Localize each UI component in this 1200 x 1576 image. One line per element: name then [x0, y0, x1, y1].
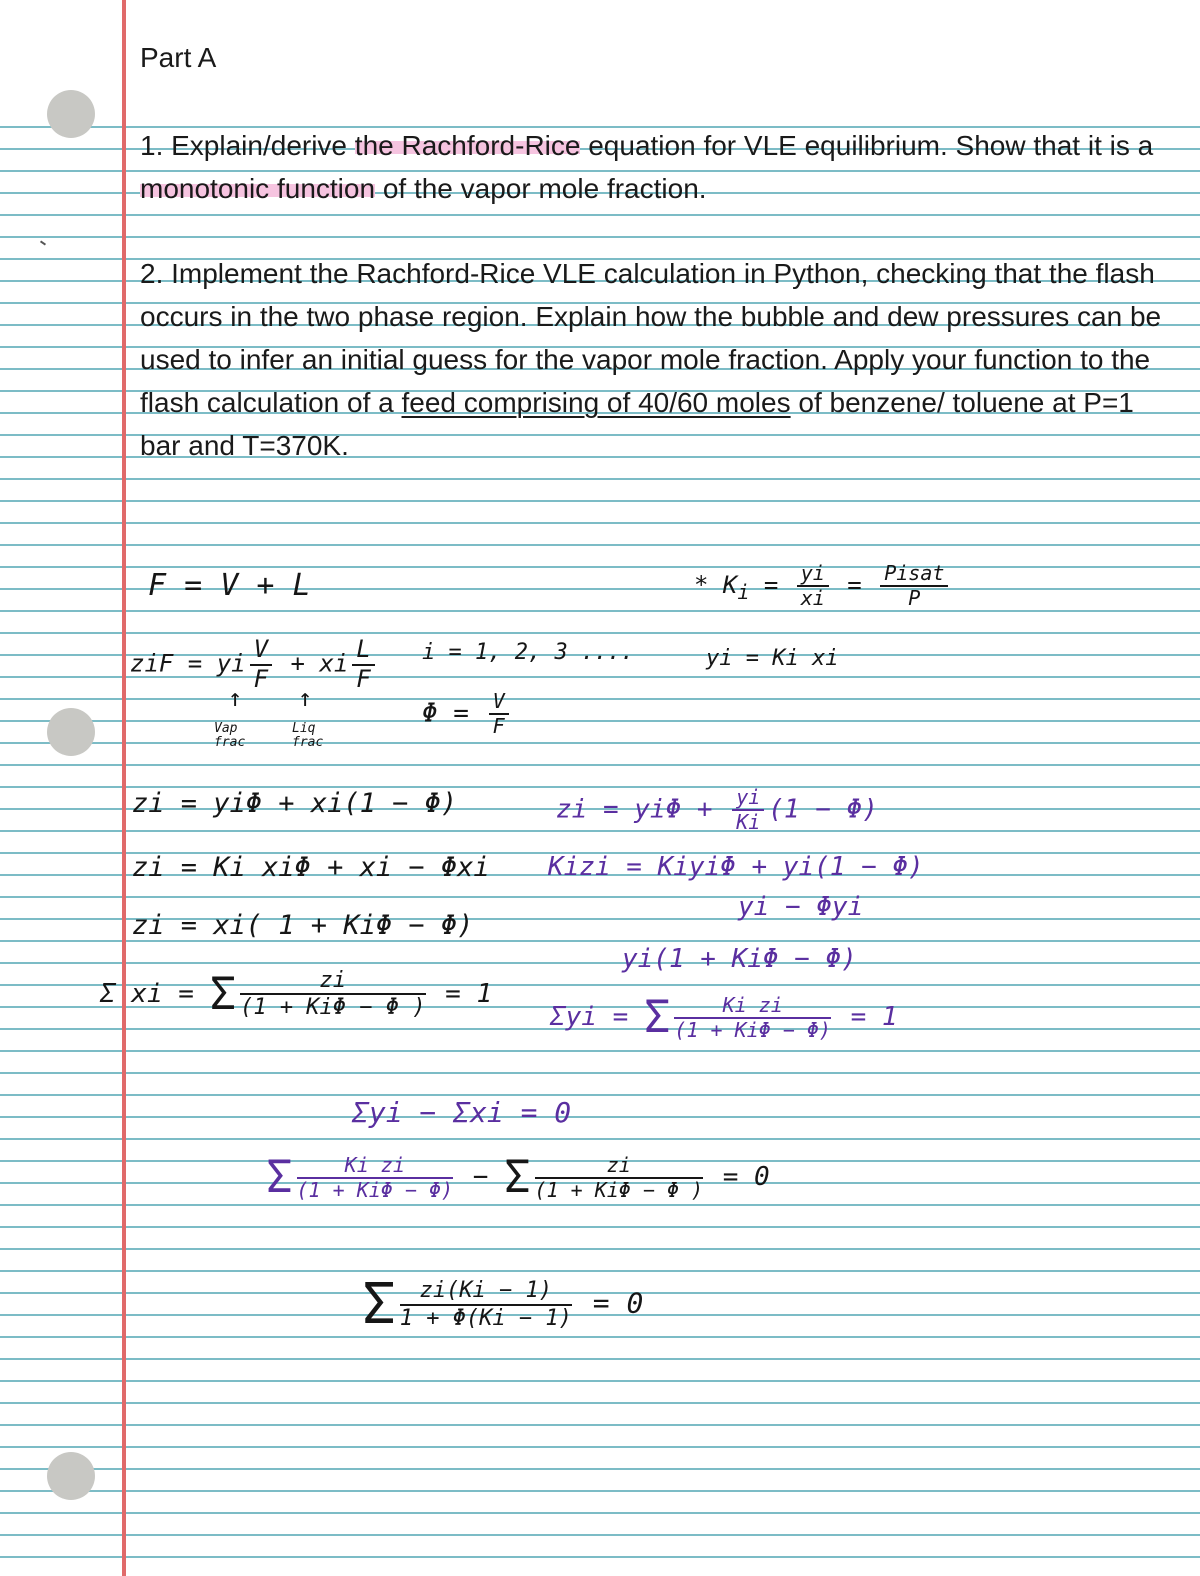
sum-y-denominator: (1 + KiΦ − Φ): [674, 1017, 831, 1042]
component-balance: [130, 636, 379, 693]
k-value-saturation-pressure: Pisat: [880, 562, 948, 587]
combined-fraction-2: [535, 1154, 704, 1202]
sum-x-lhs: Σ xi =: [100, 978, 210, 1009]
purple-equation-1-rhs: (1 − Φ): [768, 794, 878, 825]
stray-mark: [40, 240, 46, 245]
punch-hole-middle: [47, 708, 95, 756]
sum-y-numerator: Ki zi: [674, 994, 831, 1019]
question-1-text-middle: equation for VLE equilibrium. Show that it is a: [580, 130, 1154, 161]
purple-equation-1-numerator: yi: [732, 786, 764, 811]
combined-numerator-2: zi: [535, 1154, 704, 1179]
equation-2: zi = Ki xiΦ + xi − Φxi: [132, 852, 490, 883]
sum-x-denominator: (1 + KiΦ − Φ ): [240, 995, 426, 1021]
phi-numerator: V: [489, 690, 509, 715]
k-value-ratio-denominator: xi: [800, 586, 825, 610]
purple-equation-2: Kizi = KiyiΦ + yi(1 − Φ): [548, 852, 924, 882]
question-1-text-end: of the vapor mole fraction.: [375, 173, 707, 204]
purple-equation-4: yi(1 + KiΦ − Φ): [622, 944, 857, 974]
purple-equation-1-denominator: Ki: [736, 810, 761, 834]
component-balance-lhs: ziF = yi: [130, 649, 246, 678]
rachford-rice-denominator: 1 + Φ(Ki − 1): [399, 1305, 572, 1331]
rachford-rice-rhs: = 0: [575, 1286, 644, 1320]
k-value-equals: =: [749, 571, 793, 599]
sum-x-fraction: [240, 968, 425, 1021]
question-1-text-start: 1. Explain/derive: [140, 130, 355, 161]
phi-definition: [422, 690, 513, 738]
vapor-fraction-label: Vap frac: [214, 721, 246, 750]
combined-denominator-1: (1 + KiΦ − Φ): [296, 1177, 454, 1202]
liquid-fraction-label: Liq frac: [292, 721, 324, 750]
combined-numerator-1: Ki zi: [297, 1154, 454, 1179]
combined-fraction-1: [297, 1154, 454, 1202]
rachford-rice-numerator: zi(Ki − 1): [400, 1278, 572, 1305]
vapor-fraction-numerator: V: [250, 636, 272, 666]
equation-1: zi = yiΦ + xi(1 − Φ): [132, 788, 458, 819]
phi-denominator: F: [492, 714, 505, 738]
sum-y-fraction: [674, 994, 831, 1042]
y-equals-kx: yi = Ki xi: [706, 646, 839, 671]
purple-equation-1-fraction: [732, 786, 764, 834]
combined-minus: −: [457, 1162, 505, 1192]
sum-y-rhs: = 1: [834, 1002, 898, 1032]
underlined-feed-composition: feed comprising of 40/60 moles: [401, 387, 791, 418]
purple-equation-1-lhs: zi = yiΦ +: [556, 794, 729, 825]
k-value-ratio-numerator: yi: [797, 562, 829, 587]
k-value-symbol: * K: [694, 571, 738, 599]
combined-sigma-1: Σ: [266, 1152, 293, 1203]
question-2-text-start: 2. Implement the Rachford-Rice VLE calculation in Python, checking that the flash occurs in the two phase region. Explain how the bubble and dew pressures can be used to infer an initial guess for the vapor mole fraction. Apply your function to the flash calculation of a: [140, 258, 1162, 418]
component-balance-plus: + xi: [276, 649, 349, 678]
margin-line: [122, 0, 126, 1576]
purple-equation-1: [556, 786, 878, 834]
purple-equation-3: yi − Φyi: [738, 892, 864, 922]
rachford-rice-equation: [362, 1272, 643, 1337]
k-value-pressure-ratio: [880, 562, 948, 610]
liquid-arrow: ↑: [298, 684, 313, 712]
mass-balance: F = V + L: [148, 568, 311, 603]
highlight-rachford-rice: the Rachford-Rice: [354, 130, 581, 161]
k-value-equals-2: =: [832, 571, 877, 599]
component-index-note: i = 1, 2, 3 ....: [422, 640, 634, 665]
liquid-fraction-numerator: L: [352, 636, 374, 666]
rachford-rice-sigma: Σ: [362, 1272, 396, 1337]
liquid-fraction-term: [352, 636, 374, 693]
vapor-arrow: ↑: [228, 684, 243, 712]
combined-sum-equation: [266, 1152, 770, 1203]
difference-equation: Σyi − Σxi = 0: [352, 1096, 572, 1129]
k-value-pressure: P: [908, 586, 921, 610]
vapor-fraction-denominator: F: [253, 664, 269, 693]
k-value-subscript: i: [737, 579, 750, 604]
sum-x-equation: [100, 968, 492, 1021]
k-value-ratio: [797, 562, 829, 610]
sum-y-sigma: Σ: [643, 992, 671, 1043]
page-heading: Part A: [140, 42, 217, 73]
combined-sigma-2: Σ: [504, 1152, 531, 1203]
phi-lhs: Φ =: [422, 698, 485, 729]
combined-denominator-2: (1 + KiΦ − Φ ): [534, 1177, 704, 1202]
equation-3: zi = xi( 1 + KiΦ − Φ): [132, 910, 474, 941]
vapor-fraction-term: [250, 636, 272, 693]
sum-x-sigma: Σ: [209, 968, 237, 1020]
sum-y-lhs: Σyi =: [550, 1002, 644, 1032]
sum-x-rhs: = 1: [429, 978, 493, 1009]
sum-y-equation: [550, 992, 898, 1043]
rachford-rice-fraction: [400, 1278, 572, 1331]
sum-x-numerator: zi: [240, 968, 425, 995]
question-1: [140, 124, 1180, 210]
liquid-fraction-denominator: F: [356, 664, 371, 693]
phi-fraction: [489, 690, 509, 738]
k-value-definition: [694, 562, 952, 610]
highlight-monotonic-function: monotonic function: [140, 173, 376, 204]
question-2: [140, 252, 1180, 467]
punch-hole-top: [47, 90, 95, 138]
combined-rhs: = 0: [707, 1162, 770, 1192]
punch-hole-bottom: [47, 1452, 95, 1500]
question-2-text-end: of benzene/ toluene at P=1 bar and T=370K.: [140, 387, 1134, 461]
